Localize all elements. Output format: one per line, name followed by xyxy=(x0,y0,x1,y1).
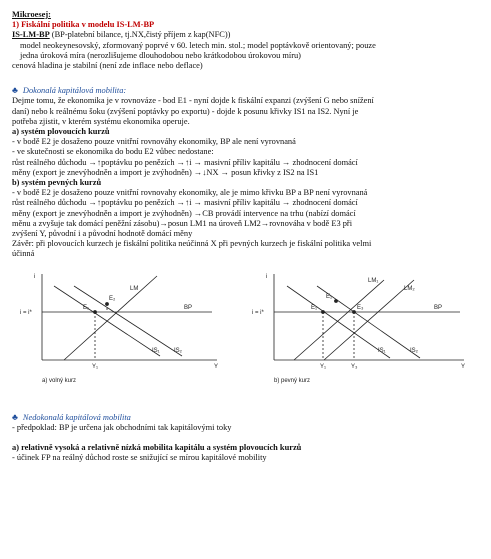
right-graph xyxy=(274,274,464,360)
right-caption: b) pevný kurz xyxy=(274,377,311,384)
subheading-floating: a) systém plovoucích kurzů xyxy=(12,127,110,137)
page-title: 1) Fiskální politika v modelu IS-LM-BP xyxy=(12,20,155,30)
e2-label: E₂ xyxy=(326,293,333,300)
lm1-label: LM₁ xyxy=(368,277,379,284)
section3-line: - účinek FP na reálný důchod roste se snižující se mírou kapitálové mobility xyxy=(12,453,267,463)
section-heading-text: Dokonalá kapitálová mobilita: xyxy=(22,86,127,96)
header-line-2: jedna úroková míra (nerozlišujeme dlouhodobou nebo krátkodobou úrokovou míru) xyxy=(20,50,301,60)
e3-label: E₃ xyxy=(357,304,364,311)
floating-line: - v bodě E2 je dosaženo pouze vnitřní rovnováhy ekonomiky, BP ale není vyrovnaná xyxy=(12,137,296,147)
is2-curve xyxy=(74,286,182,356)
section-heading-perfect-mobility xyxy=(12,85,482,96)
intro-line: potřeba zjistit, v kterém systému ekonomika operuje. xyxy=(12,116,190,126)
axis-y-label: i xyxy=(266,273,268,280)
floating-line: - ve skutečnosti se ekonomika do bodu E2 vůbec nedostane: xyxy=(12,147,214,157)
is1-curve xyxy=(54,286,160,356)
fixed-line: růst reálného důchodu →↑poptávku po penězích →↑i → masivní příliv kapitálu → zhodnocení domácí xyxy=(12,198,358,208)
is1-label: IS₁ xyxy=(378,347,386,354)
model-name: IS-LM-BP xyxy=(12,30,50,40)
e1-label: E₁ xyxy=(311,304,318,311)
bp-label: BP xyxy=(184,304,193,311)
lm-label: LM xyxy=(130,285,139,292)
subheading-fixed: b) systém pevných kurzů xyxy=(12,178,102,188)
model-definition xyxy=(12,30,482,40)
i-star-label: i = i* xyxy=(20,309,32,316)
document-page xyxy=(12,10,482,463)
section2-line: - předpoklad: BP je určena jak obchodními tak kapitálovými toky xyxy=(12,422,232,432)
conclusion-line: účinná xyxy=(12,249,35,259)
section3-heading: a) relativně vysoká a relativně nízká mobilita kapitálu a systém plovoucích kurzů xyxy=(12,443,302,453)
section-heading-text: Nedokonalá kapitálová mobilita xyxy=(22,412,131,422)
e3-point xyxy=(353,310,356,313)
bp-label: BP xyxy=(434,304,443,311)
model-desc: (BP-platební bilance, tj.NX,čistý příjem z kap(NFC)) xyxy=(49,30,231,40)
intro-line: Dejme tomu, že ekonomika je v rovnováze - bod E1 - nyní dojde k fiskální expanzi (zvýšení G nebo snížení xyxy=(12,96,374,106)
lm1-curve xyxy=(294,277,384,360)
e1-label: E₁ xyxy=(83,304,90,311)
is2-label: IS₂ xyxy=(410,347,418,354)
diagrams-svg xyxy=(12,268,482,386)
y1-label: Y₁ xyxy=(92,363,99,370)
is1-label: IS₁ xyxy=(152,347,160,354)
essay-label: Mikroesej: xyxy=(12,10,51,19)
section1-intro xyxy=(12,96,482,127)
y1-label: Y₁ xyxy=(320,363,327,370)
fixed-line: měnu a zvyšuje tak domácí peněžní zásobu)→posun LM1 na úroveň LM2→rovnováha v bodě E3 při xyxy=(12,218,353,228)
e2-point xyxy=(106,302,109,305)
intro-line: daní) nebo k reálnému šoku (zvýšení poptávky po exportu) - dojde k posunu křivky IS1 na IS2. Nyní je xyxy=(12,106,359,116)
lm2-label: LM₂ xyxy=(404,285,415,292)
left-caption: a) volný kurz xyxy=(42,377,77,384)
is2-curve xyxy=(317,286,420,358)
e2-label: E₂ xyxy=(109,295,116,302)
fixed-line: - v bodě E2 je dosaženo pouze vnitřní rovnovahy ekonomiky, ale je mimo křivku BP a BP není vyrovnaná xyxy=(12,188,368,198)
floating-line: měny (export je znevýhodněn a import je zvýhodněn) →↓NX → posun křivky z IS2 na IS1 xyxy=(12,167,319,177)
axis-x-label: Y xyxy=(214,363,219,370)
e1-point xyxy=(322,310,325,313)
axis-y-label: i xyxy=(34,273,36,280)
header-line-1: model neokeynesovský, zformovaný poprvé v 60. letech min. stol.; model poptávkově orientovaný; pouze xyxy=(20,40,376,50)
e2-point xyxy=(335,299,338,302)
floating-line: růst reálného důchodu →↑poptávku po penězích →↑i → masivní příliv kapitálu → zhodnocení domácí xyxy=(12,157,358,167)
fixed-line: zvýšení Y, původní i a původní hodnotě domácí měny xyxy=(12,229,193,239)
diamond-bullet-icon: ♣ xyxy=(12,85,18,96)
i-star-label: i = i* xyxy=(252,309,264,316)
y3-label: Y₃ xyxy=(351,363,358,370)
islmbp-diagrams xyxy=(12,268,482,386)
lm2-curve xyxy=(324,277,414,360)
section-heading-imperfect-mobility xyxy=(12,412,482,423)
conclusion-line: Závěr: při plovoucích kurzech je fiskální politika neúčinná X při pevných kurzech je fiskální politika velmi xyxy=(12,239,372,249)
axis-x-label: Y xyxy=(461,363,466,370)
diamond-bullet-icon: ♣ xyxy=(12,411,18,422)
fixed-line: měny (export je znevýhodněn a import je zvýhodněn) →CB provádí intervence na trhu (nabízí domácí xyxy=(12,208,356,218)
header-line-3: cenová hladina je stabilní (není zde inflace nebo deflace) xyxy=(12,61,203,71)
is2-label: IS₂ xyxy=(174,347,182,354)
e1-point xyxy=(94,310,97,313)
